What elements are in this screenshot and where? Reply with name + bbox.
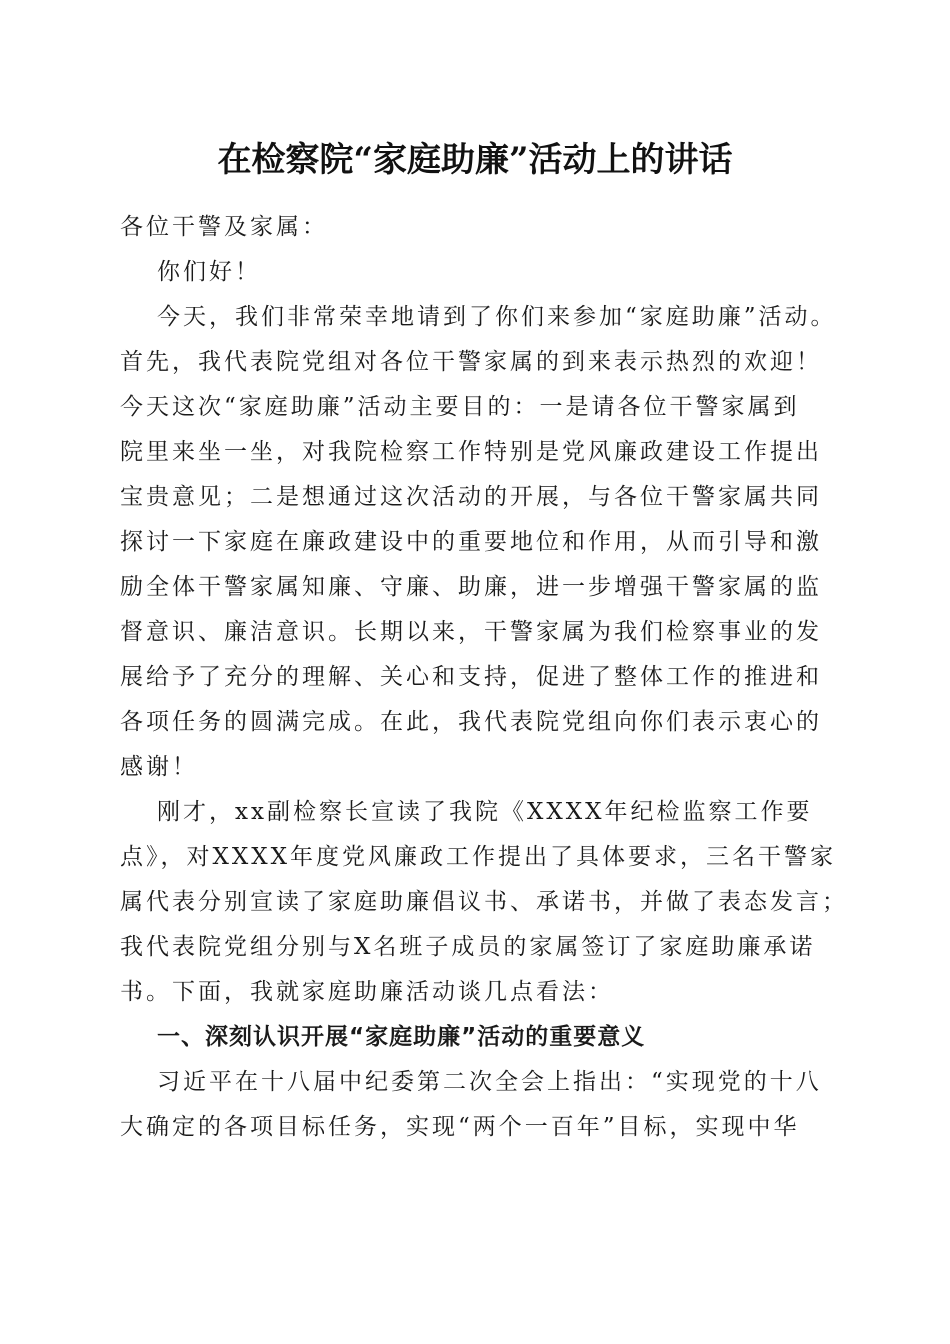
- paragraph-line: 探讨一下家庭在廉政建设中的重要地位和作用，从而引导和激: [120, 529, 822, 555]
- paragraph-line: 今天，我们非常荣幸地请到了你们来参加“家庭助廉”活动。: [157, 304, 837, 330]
- paragraph-3: [120, 1060, 840, 1150]
- paragraph-line: 宝贵意见；二是想通过这次活动的开展，与各位干警家属共同: [120, 484, 822, 510]
- section-heading: 一、深刻认识开展“家庭助廉”活动的重要意义: [157, 1024, 646, 1050]
- paragraph-line: 励全体干警家属知廉、守廉、助廉，进一步增强干警家属的监: [120, 574, 822, 600]
- paragraph-line: 今天这次“家庭助廉”活动主要目的：一是请各位干警家属到: [120, 394, 800, 420]
- paragraph-line: 展给予了充分的理解、关心和支持，促进了整体工作的推进和: [120, 664, 822, 690]
- paragraph-line: 习近平在十八届中纪委第二次全会上指出：“实现党的十八: [157, 1069, 822, 1095]
- paragraph-line: 属代表分别宣读了家庭助廉倡议书、承诺书，并做了表态发言；: [120, 889, 848, 915]
- paragraph-line: 督意识、廉洁意识。长期以来，干警家属为我们检察事业的发: [120, 619, 822, 645]
- paragraph-line: 各项任务的圆满完成。在此，我代表院党组向你们表示衷心的: [120, 709, 822, 735]
- document-body: [120, 205, 848, 1150]
- paragraph-line: 院里来坐一坐，对我院检察工作特别是党风廉政建设工作提出: [120, 439, 822, 465]
- salutation: 各位干警及家属：: [120, 214, 328, 240]
- paragraph-line: 大确定的各项目标任务，实现“两个一百年”目标，实现中华: [120, 1114, 800, 1140]
- paragraph-1: [120, 295, 840, 790]
- paragraph-line: 感谢！: [120, 754, 198, 780]
- paragraph-2: [120, 790, 848, 1015]
- document-title: 在检察院“家庭助廉”活动上的讲话: [217, 140, 733, 180]
- greeting: 你们好！: [157, 259, 261, 285]
- paragraph-line: 我代表院党组分别与X名班子成员的家属签订了家庭助廉承诺: [120, 934, 816, 960]
- paragraph-line: 首先，我代表院党组对各位干警家属的到来表示热烈的欢迎！: [120, 349, 822, 375]
- paragraph-line: 点》，对XXXX年度党风廉政工作提出了具体要求，三名干警家: [120, 844, 836, 870]
- paragraph-line: 书。下面，我就家庭助廉活动谈几点看法：: [120, 979, 614, 1005]
- paragraph-line: 刚才，xx副检察长宣读了我院《XXXX年纪检监察工作要: [157, 799, 813, 825]
